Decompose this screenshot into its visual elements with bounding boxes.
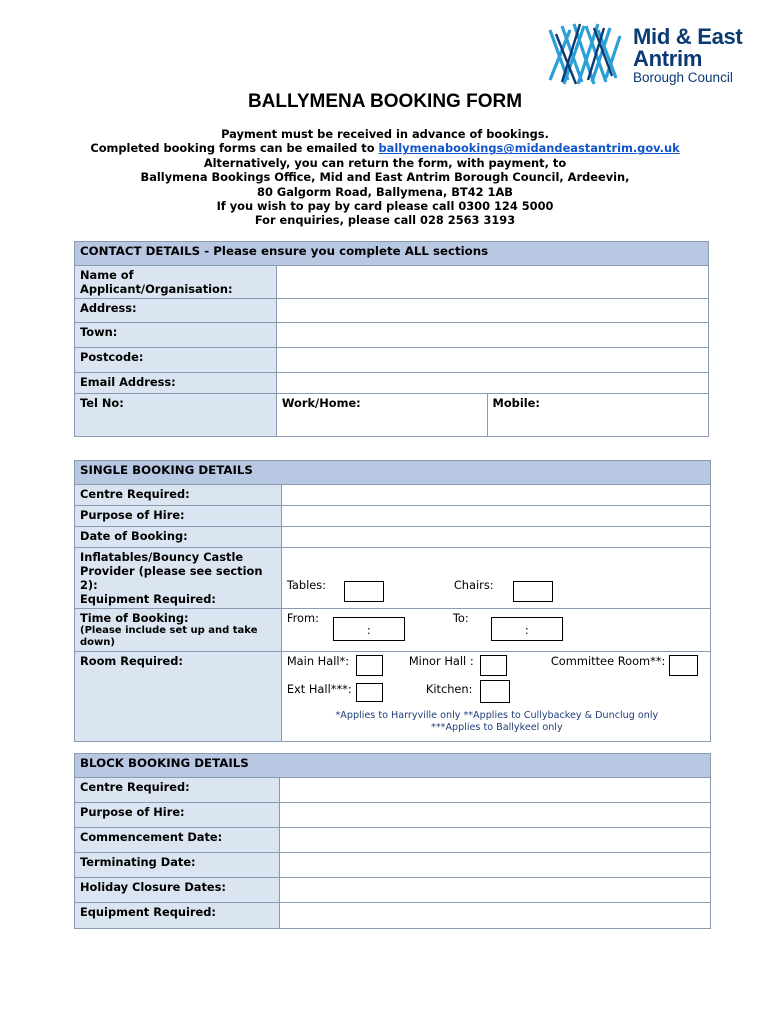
equipment-label: Equipment Required: <box>80 592 216 606</box>
email-label: Email Address: <box>75 373 277 394</box>
room-required-field <box>281 652 710 742</box>
room-notes <box>287 710 707 734</box>
to-time-separator: : <box>524 623 529 637</box>
page-title: BALLYMENA BOOKING FORM <box>247 91 523 112</box>
postcode-label: Postcode: <box>75 348 277 373</box>
address-field[interactable] <box>276 299 708 323</box>
block-centre-field[interactable] <box>279 778 710 803</box>
block-equipment-label: Equipment Required: <box>75 903 280 929</box>
inflatables-equipment-cell <box>75 548 282 609</box>
time-note: (Please include set up and take down) <box>80 625 258 648</box>
date-of-booking-field[interactable] <box>281 527 710 548</box>
single-purpose-label: Purpose of Hire: <box>75 506 282 527</box>
logo-line-1: Mid & East <box>633 24 743 49</box>
from-time-box[interactable] <box>333 617 405 641</box>
block-purpose-field[interactable] <box>279 803 710 828</box>
contact-details-header: CONTACT DETAILS - Please ensure you complete ALL sections <box>75 242 709 266</box>
town-label: Town: <box>75 323 277 348</box>
block-booking-table <box>74 753 711 929</box>
terminating-date-label: Terminating Date: <box>75 853 280 878</box>
single-booking-table <box>74 460 711 742</box>
from-label: From: <box>286 611 319 625</box>
commencement-date-field[interactable] <box>279 828 710 853</box>
block-booking-header: BLOCK BOOKING DETAILS <box>75 754 711 778</box>
kitchen-checkbox[interactable] <box>480 680 510 703</box>
intro-text <box>0 127 770 228</box>
time-of-booking-field <box>281 609 710 652</box>
from-time-separator: : <box>366 623 371 637</box>
main-hall-checkbox[interactable] <box>356 655 383 676</box>
mobile-label: Mobile: <box>492 396 540 410</box>
time-of-booking-cell <box>75 609 282 652</box>
logo-line-3: Borough Council <box>633 70 733 85</box>
committee-room-checkbox[interactable] <box>669 655 698 676</box>
minor-hall-label: Minor Hall : <box>408 654 474 668</box>
inflatables-equipment-field <box>281 548 710 609</box>
contact-details-table <box>74 241 709 437</box>
tel-label: Tel No: <box>75 394 277 437</box>
room-note-2: ***Applies to Ballykeel only <box>431 722 563 733</box>
single-booking-header: SINGLE BOOKING DETAILS <box>75 461 711 485</box>
postcode-field[interactable] <box>276 348 708 373</box>
single-purpose-field[interactable] <box>281 506 710 527</box>
tables-box[interactable] <box>344 581 384 602</box>
work-home-label: Work/Home: <box>281 396 361 410</box>
block-centre-label: Centre Required: <box>75 778 280 803</box>
single-centre-field[interactable] <box>281 485 710 506</box>
town-field[interactable] <box>276 323 708 348</box>
commencement-date-label: Commencement Date: <box>75 828 280 853</box>
intro-line-5: 80 Galgorm Road, Ballymena, BT42 1AB <box>257 184 513 199</box>
time-label: Time of Booking: <box>80 611 189 625</box>
single-centre-label: Centre Required: <box>75 485 282 506</box>
intro-line-6: If you wish to pay by card please call 0300 124 5000 <box>216 199 554 214</box>
intro-email-prefix: Completed booking forms can be emailed to <box>90 141 379 156</box>
booking-email-link[interactable]: ballymenabookings@midandeastantrim.gov.uk <box>378 141 680 156</box>
ext-hall-checkbox[interactable] <box>356 683 383 702</box>
terminating-date-field[interactable] <box>279 853 710 878</box>
kitchen-label: Kitchen: <box>425 682 473 696</box>
name-label: Name of Applicant/Organisation: <box>75 266 277 299</box>
work-home-field[interactable] <box>276 394 487 437</box>
block-purpose-label: Purpose of Hire: <box>75 803 280 828</box>
mobile-field[interactable] <box>487 394 709 437</box>
chairs-label: Chairs: <box>453 578 494 592</box>
intro-line-1: Payment must be received in advance of bookings. <box>221 127 549 141</box>
intro-line-2 <box>0 141 770 155</box>
minor-hall-checkbox[interactable] <box>480 655 507 676</box>
email-field[interactable] <box>276 373 708 394</box>
tables-label: Tables: <box>286 578 327 592</box>
ext-hall-label: Ext Hall***: <box>286 682 352 696</box>
intro-line-4: Ballymena Bookings Office, Mid and East Antrim Borough Council, Ardeevin, <box>140 170 630 185</box>
inflatables-label: Inflatables/Bouncy Castle Provider (please see section 2): <box>80 550 263 592</box>
date-of-booking-label: Date of Booking: <box>75 527 282 548</box>
logo-wordmark <box>633 26 742 86</box>
room-note-1: *Applies to Harryville only **Applies to Cullybackey & Dunclug only <box>335 710 659 721</box>
to-label: To: <box>452 611 469 625</box>
to-time-box[interactable] <box>491 617 563 641</box>
main-hall-label: Main Hall*: <box>286 654 350 668</box>
chairs-box[interactable] <box>513 581 553 602</box>
name-field[interactable] <box>276 266 708 299</box>
holiday-closure-label: Holiday Closure Dates: <box>75 878 280 903</box>
holiday-closure-field[interactable] <box>279 878 710 903</box>
committee-room-label: Committee Room**: <box>550 654 666 668</box>
block-equipment-field[interactable] <box>279 903 710 929</box>
intro-line-7: For enquiries, please call 028 2563 3193 <box>254 213 516 228</box>
intro-line-3: Alternatively, you can return the form, with payment, to <box>203 155 567 170</box>
logo-line-2: Antrim <box>633 46 703 71</box>
room-required-label: Room Required: <box>75 652 282 742</box>
address-label: Address: <box>75 299 277 323</box>
